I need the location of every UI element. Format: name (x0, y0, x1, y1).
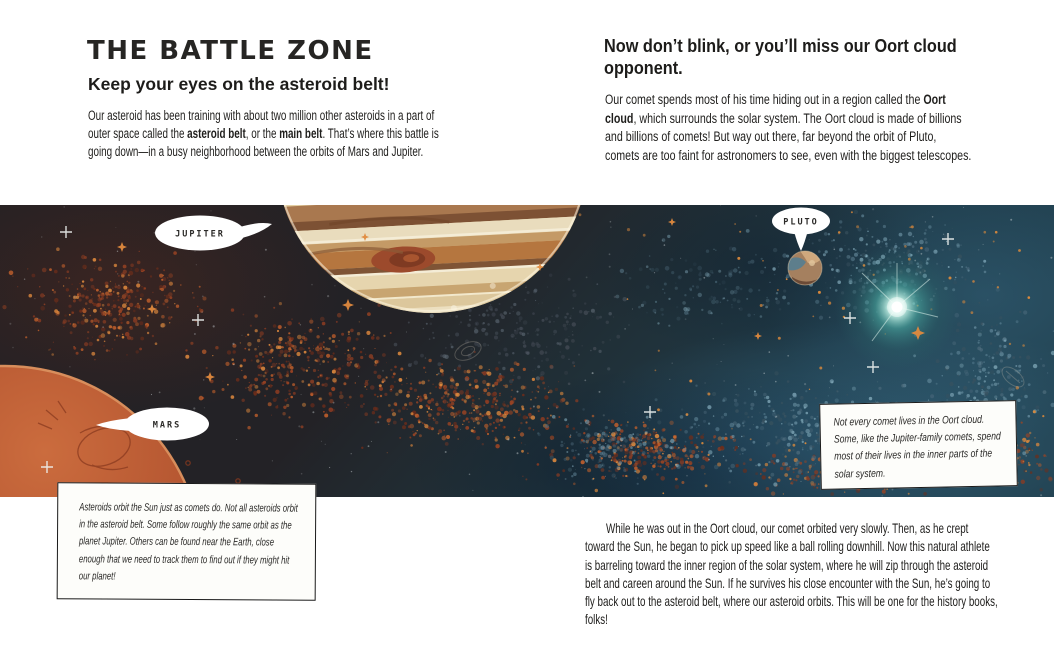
right-body-paragraph: Our comet spends most of his time hiding out in a region called the Oort cloud, which surrounds the solar system. The Oort cloud is made of billions and billions of comets! But way out there, far beyond the orbit of Pluto, comets are too faint for astronomers to see, even with the biggest telescopes. (605, 92, 972, 163)
jupiter-label: JUPITER (175, 229, 225, 240)
pluto-label: PLUTO (783, 217, 819, 228)
comet-glow (835, 245, 959, 369)
asteroid-note-text: Asteroids orbit the Sun just as comets do. Not all asteroids orbit in the asteroid belt. Some follow roughly the same orbit as the planet Jupiter. Others can be found near the Earth, close enough that we need to track them to find out if they might hit our planet! (78, 501, 298, 583)
page-title: THE BATTLE ZONE (87, 36, 374, 66)
right-heading: Now don’t blink, or you’ll miss our Oort cloud opponent. (604, 35, 957, 78)
comet-note-box (819, 400, 1018, 490)
bottom-paragraph: While he was out in the Oort cloud, our comet orbited very slowly. Then, as he crept toward the Sun, he began to pick up speed like a ball rolling downhill. Now this natural athlete is barreling toward the inner region of the solar system, where he will zip through the asteroid belt and careen around the Sun. If he survives his close encounter with the Sun, he’s going to fly back out to the asteroid belt, where our asteroid orbits. This will be one for the history books, folks! (585, 520, 998, 628)
mars-label: MARS (152, 420, 182, 431)
comet-note-text: Not every comet lives in the Oort cloud. Some, like the Jupiter-family comets, spend most of their lives in the inner parts of the solar system. (833, 413, 1001, 481)
left-subtitle: Keep your eyes on the asteroid belt! (88, 74, 390, 94)
asteroid-note-box (57, 482, 317, 601)
left-body-paragraph: Our asteroid has been training with about two million other asteroids in a part of outer space called the asteroid belt, or the main belt. That’s where this battle is going down—in a busy neighborhood between the orbits of Mars and Jupiter. (88, 108, 439, 159)
